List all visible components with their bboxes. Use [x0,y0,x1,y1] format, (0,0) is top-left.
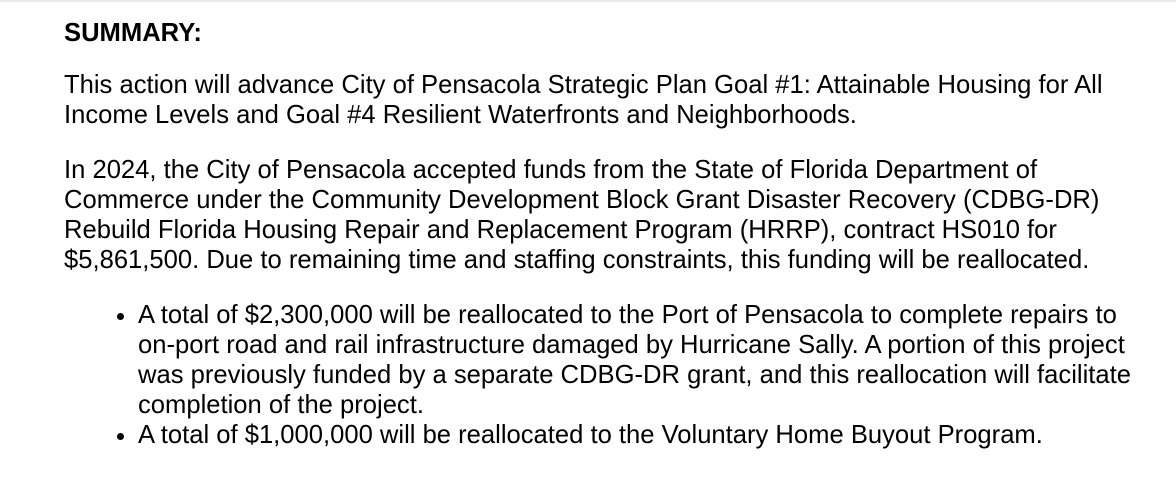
paragraph-funding-source: In 2024, the City of Pensacola accepted funds from the State of Florida Department of Commerce under the Community Development Block Grant Disaster Recovery (CDBG-DR) Rebuild Florida Housing Repair and Replacement Program (HRRP), contract HS010 for $5,861,500. Due to remaining time and staffing constraints, this funding will be reallocated. [64,156,1100,274]
document-body [0,2,1176,450]
bullet-item-home-buyout: A total of $1,000,000 will be reallocated to the Voluntary Home Buyout Program. [138,420,1146,450]
paragraph-strategic-plan: This action will advance City of Pensacola Strategic Plan Goal #1: Attainable Housing for All Income Levels and Goal #4 Resilient Waterfronts and Neighborhoods. [64,71,1103,129]
reallocation-bullet-list [64,300,1146,450]
bullet-item-port-reallocation: A total of $2,300,000 will be reallocated to the Port of Pensacola to complete repairs to on-port road and rail infrastructure damaged by Hurricane Sally. A portion of this project was previously funded by a separate CDBG-DR grant, and this reallocation will facilitate completion of the project. [138,300,1146,420]
summary-heading: SUMMARY: [64,19,202,47]
